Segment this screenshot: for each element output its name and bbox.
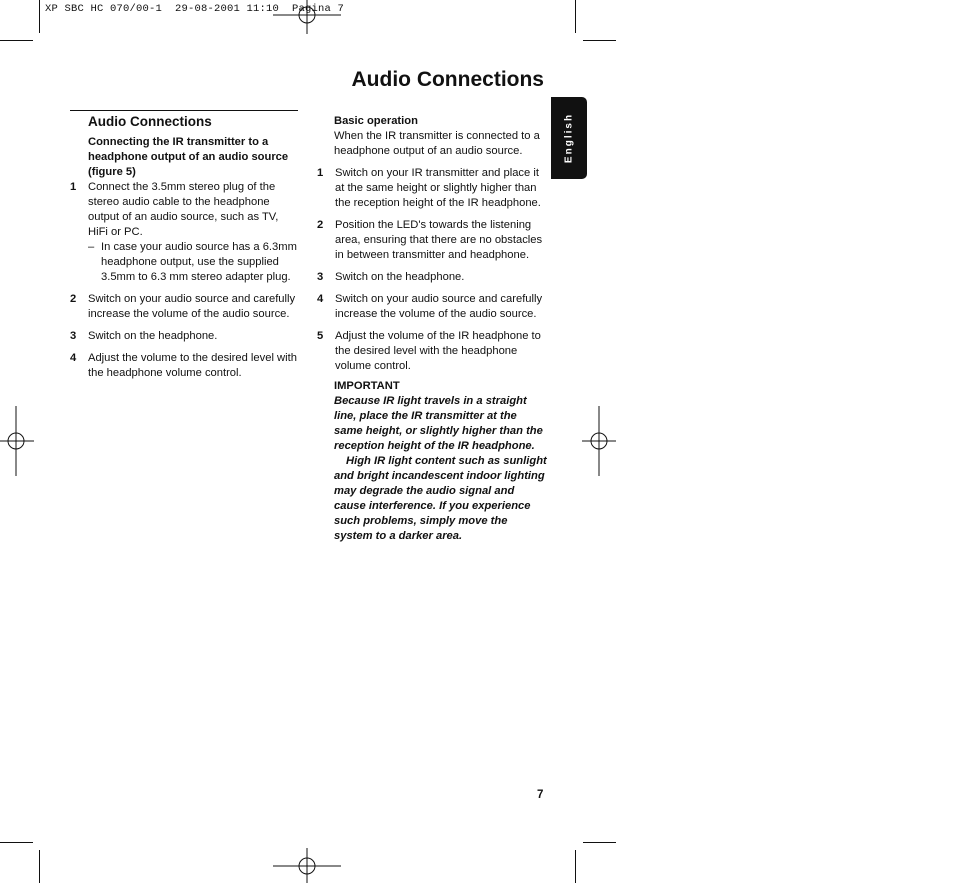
list-item [317, 329, 547, 374]
list-item [70, 292, 300, 322]
intro-text: When the IR transmitter is connected to a headphone output of an audio source. [334, 130, 540, 157]
note-dash: – [88, 241, 95, 253]
registration-mark-icon [273, 0, 341, 36]
note-item [70, 240, 300, 285]
list-item [70, 329, 300, 344]
crop-mark [39, 0, 40, 33]
step-text: Switch on your audio source and carefully increase the volume of the audio source. [335, 293, 543, 320]
language-tab-label: English [563, 112, 575, 164]
important-paragraph: Because IR light travels in a straight line, place the IR transmitter at the same height, or slightly higher than the reception height of the IR headphone. [334, 395, 543, 452]
list-item [317, 292, 547, 322]
left-column [70, 113, 300, 381]
crop-mark [583, 40, 616, 41]
page-number: 7 [537, 789, 544, 801]
section-rule [70, 110, 298, 111]
step-text: Adjust the volume to the desired level with the headphone volume control. [88, 352, 297, 379]
step-number: 2 [317, 219, 324, 231]
print-header: XP SBC HC 070/00-1 29-08-2001 11:10 Pagina 7 [45, 3, 345, 15]
step-number: 3 [317, 271, 324, 283]
step-text: Switch on your audio source and carefully increase the volume of the audio source. [88, 293, 296, 320]
crop-mark [583, 842, 616, 843]
right-column [317, 114, 547, 544]
important-paragraph: High IR light content such as sunlight and bright incandescent indoor lighting may degrade the audio signal and cause interference. If you experience such problems, simply move the system to a darker area. [334, 455, 547, 542]
step-text: Switch on the headphone. [88, 330, 218, 342]
step-text: Switch on the headphone. [335, 271, 465, 283]
step-number: 3 [70, 330, 77, 342]
subsection-title: Basic operation [334, 115, 418, 127]
important-notice [317, 394, 547, 544]
crop-mark [39, 850, 40, 883]
registration-mark-icon [0, 406, 34, 476]
section-title: Audio Connections [88, 114, 212, 129]
step-text: Position the LED's towards the listening area, ensuring that there are no obstacles in between transmitter and headphone. [335, 219, 543, 261]
registration-mark-icon [582, 406, 616, 476]
note-text: In case your audio source has a 6.3mm headphone output, use the supplied 3.5mm to 6.3 mm stereo adapter plug. [101, 241, 297, 283]
page-title: Audio Connections [351, 68, 544, 91]
crop-mark [0, 842, 33, 843]
crop-mark [575, 0, 576, 33]
crop-mark [0, 40, 33, 41]
language-tab [551, 97, 587, 179]
step-number: 5 [317, 330, 324, 342]
step-number: 1 [70, 181, 77, 193]
subsection-title: Connecting the IR transmitter to a headphone output of an audio source (figure 5) [88, 136, 289, 178]
list-item [70, 180, 300, 240]
registration-mark-icon [273, 848, 341, 883]
step-text: Connect the 3.5mm stereo plug of the stereo audio cable to the headphone output of an audio source, such as TV, HiFi or PC. [88, 181, 279, 238]
step-text: Adjust the volume of the IR headphone to the desired level with the headphone volume control. [335, 330, 541, 372]
list-item [317, 270, 547, 285]
list-item [317, 166, 547, 211]
list-item [317, 218, 547, 263]
crop-mark [575, 850, 576, 883]
important-heading: IMPORTANT [334, 380, 400, 392]
step-text: Switch on your IR transmitter and place it at the same height or slightly higher than the reception height of the IR headphone. [335, 167, 541, 209]
step-number: 4 [317, 293, 324, 305]
step-number: 4 [70, 352, 77, 364]
list-item [70, 351, 300, 381]
step-number: 1 [317, 167, 324, 179]
step-number: 2 [70, 293, 77, 305]
